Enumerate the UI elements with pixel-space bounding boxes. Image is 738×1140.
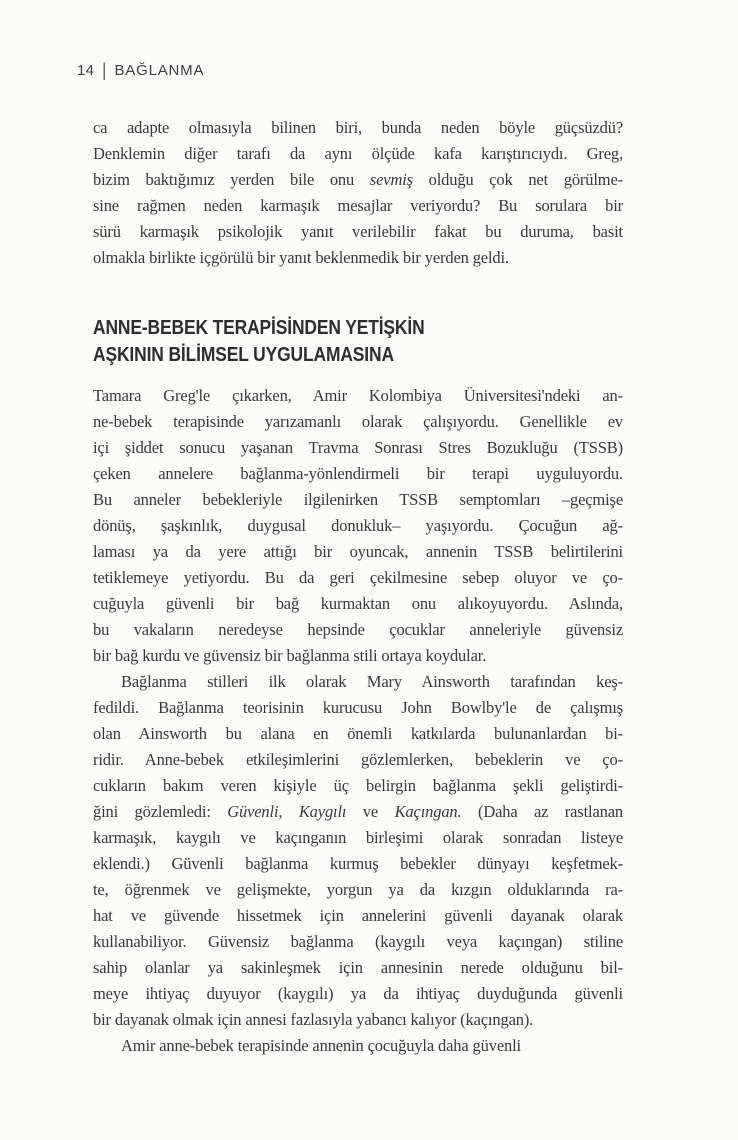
text-line: bir bağ kurdu ve güvensiz bir bağlanma stili ortaya koydular. [93,646,487,665]
paragraph-ainsworth [93,669,623,1033]
section-heading-line-2: AŞKININ BİLİMSEL UYGULAMASINA [93,343,394,366]
section-heading-line-1: ANNE-BEBEK TERAPİSİNDEN YETİŞKİN [93,316,425,339]
text-line: çeken annelere bağlanma-yönlendirmeli bir terapi uyguluyordu. [93,464,623,483]
text-line: meye ihtiyaç duyuyor (kaygılı) ya da ihtiyaç duyduğunda güvenli [93,984,623,1003]
page-number: 14 [77,62,95,79]
text-line: sahip olanlar ya sakinleşmek için annesinin nerede olduğunu bil- [93,958,623,977]
paragraph-intro [93,115,623,271]
text-line: tetiklemeye yetiyordu. Bu da geri çekilmesine sebep oluyor ve ço- [93,568,623,587]
text-line: kullanabiliyor. Güvensiz bağlanma (kaygılı veya kaçıngan) stiline [93,932,623,951]
paragraph-amir [93,1033,623,1059]
text-line: ridir. Anne-bebek etkileşimlerini gözlemlerken, bebeklerin ve ço- [93,750,623,769]
text-line: bir dayanak olmak için annesi fazlasıyla yabancı kalıyor (kaçıngan). [93,1010,534,1029]
intro-paragraphs [93,115,623,271]
header-separator: | [102,59,107,81]
text-line: cukların bakım veren kişiyle üç belirgin bağlanma şekli geliştirdi- [93,776,623,795]
text-line: sürü karmaşık psikolojik yanıt verilebilir fakat bu duruma, basit [93,222,623,241]
text-line: içi şiddet sonucu yaşanan Travma Sonrası Stres Bozukluğu (TSSB) [93,438,623,457]
text-line: sine rağmen neden karmaşık mesajlar veriyordu? Bu sorulara bir [93,196,623,215]
text-line: olmakla birlikte içgörülü bir yanıt beklenmedik bir yerden geldi. [93,248,509,267]
text-line: karmaşık, kaygılı ve kaçınganın birleşimi olarak sonradan listeye [93,828,623,847]
text-line: laması ya da yere attığı bir oyuncak, annenin TSSB belirtilerini [93,542,623,561]
text-line: eklendi.) Güvenli bağlanma kurmuş bebekler dünyayı keşfetmek- [93,854,623,873]
section-heading [93,314,623,368]
text-line: hat ve güvende hissetmek için annelerini güvenli dayanak olarak [93,906,623,925]
text-line: olan Ainsworth bu alana en önemli katkılarda bulunanlardan bi- [93,724,623,743]
book-title: BAĞLANMA [114,62,205,79]
running-header [77,61,204,81]
body-paragraphs [93,383,623,1059]
paragraph-tamara [93,383,623,669]
text-line: te, öğrenmek ve gelişmekte, yorgun ya da kızgın olduklarında ra- [93,880,623,899]
text-line: Bağlanma stilleri ilk olarak Mary Ainsworth tarafından keş- [121,672,623,691]
text-line: Denklemin diğer tarafı da aynı ölçüde kafa karıştırıcıydı. Greg, [93,144,623,163]
text-line: bu vakaların neredeyse hepsinde çocuklar anneleriyle güvensiz [93,620,623,639]
text-line: fedildi. Bağlanma teorisinin kurucusu John Bowlby'le de çalışmış [93,698,623,717]
text-line: Bu anneler bebekleriyle ilgilenirken TSSB semptomları –geçmişe [93,490,623,509]
text-line: ca adapte olmasıyla bilinen biri, bunda neden böyle güçsüzdü? [93,118,623,137]
text-line: bizim baktığımız yerden bile onu sevmiş olduğu çok net görülme- [93,170,623,189]
text-line: ğini gözlemledi: Güvenli, Kaygılı ve Kaçıngan. (Daha az rastlanan [93,802,623,821]
text-line: cuğuyla güvenli bir bağ kurmaktan onu alıkoyuyordu. Aslında, [93,594,623,613]
text-line: Tamara Greg'le çıkarken, Amir Kolombiya Üniversitesi'ndeki an- [93,386,623,405]
text-line: dönüş, şaşkınlık, duygusal donukluk– yaşıyordu. Çocuğun ağ- [93,516,623,535]
text-line: ne-bebek terapisinde yarızamanlı olarak çalışıyordu. Genellikle ev [93,412,623,431]
text-line: Amir anne-bebek terapisinde annenin çocuğuyla daha güvenli [121,1036,521,1055]
